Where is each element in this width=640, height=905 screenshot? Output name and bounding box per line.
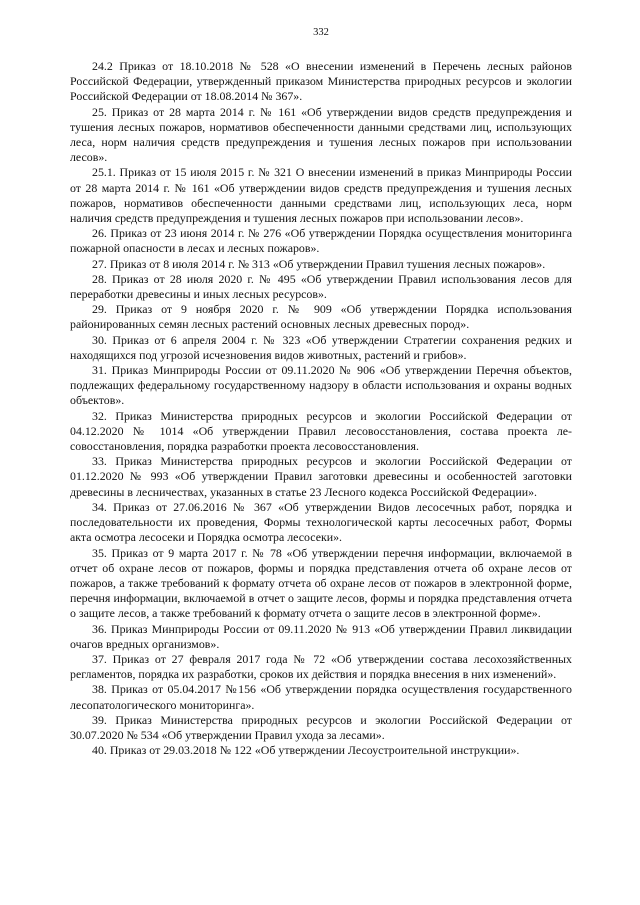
- list-item: 25.1. Приказ от 15 июля 2015 г. № 321 О внесении изменений в приказ Минприроды России от 28 марта 2014 г. № 161 «Об утверждении видов средств предупреждения и тушения лесных пожаров, нормативов обеспеченности данными средствами лиц, использующих леса, норм наличия средств предупреждения и тушения лесных пожаров при использовании лесов».: [70, 165, 572, 226]
- order-list: [70, 59, 572, 758]
- list-item: 30. Приказ от 6 апреля 2004 г. № 323 «Об утверждении Стратегии сохранения редких и находящихся под угрозой исчезновения видов животных, растений и грибов».: [70, 332, 572, 362]
- list-item: 24.2 Приказ от 18.10.2018 № 528 «О внесении изменений в Перечень лесных районов Российской Федерации, утвержденный приказом Министерства природных ресурсов и экологии Российской Федерации от 18.08.2014 № 367».: [70, 59, 572, 104]
- list-item: 26. Приказ от 23 июня 2014 г. № 276 «Об утверждении Порядка осуществления мониторинга пожарной опасности в лесах и лесных пожаров».: [70, 226, 572, 256]
- list-item: 28. Приказ от 28 июля 2020 г. № 495 «Об утверждении Правил использования лесов для переработки древесины и иных лесных ресурсов».: [70, 271, 572, 302]
- list-item: 34. Приказ от 27.06.2016 № 367 «Об утверждении Видов лесосечных работ, порядка и последовательности их проведения, Формы технологической карты лесосечных работ, Формы акта осмотра лесосеки и Порядка осмотра лесосеки».: [70, 499, 572, 545]
- list-item: 35. Приказ от 9 марта 2017 г. № 78 «Об утверждении перечня информации, включаемой в отчет об охране лесов от пожаров, формы и порядка представления отчета об охране лесов от пожаров, а также требований к формату отчета об охране лесов от пожаров в электронной форме, перечня информации, включаемой в отчет о защите лесов, формы и порядка представления отчета о защите лесов, а также требований к формату отчета о защите лесов в электронной форме».: [70, 545, 572, 621]
- list-item: 33. Приказ Министерства природных ресурсов и экологии Российской Федерации от 01.12.2020 № 993 «Об утверждении Правил заготовки древесины и особенностей заготовки древесины в лесничествах, указанных в статье 23 Лесного кодекса Российской Федерации».: [70, 454, 572, 499]
- page-number: 332: [313, 27, 329, 38]
- list-item: 25. Приказ от 28 марта 2014 г. № 161 «Об утверждении видов средств предупреждения и тушения лесных пожаров, нормативов обеспеченности данными средствами лиц, использующих леса, норм наличия средств предупреждения и тушения лесных пожаров при использовании лесов».: [70, 104, 572, 165]
- list-item: 29. Приказ от 9 ноября 2020 г. № 909 «Об утверждении Порядка использования районированных семян лесных растений основных лесных древесных пород».: [70, 302, 572, 332]
- list-item: 31. Приказ Минприроды России от 09.11.2020 № 906 «Об утверждении Перечня объектов, подлежащих федеральному государственному надзору в области использования и охраны водных объектов».: [70, 363, 572, 408]
- list-item: 37. Приказ от 27 февраля 2017 года № 72 «Об утверждении состава лесохозяйственных регламентов, порядка их разработки, сроков их действия и порядка внесения в них изменений».: [70, 651, 572, 682]
- list-item: 38. Приказ от 05.04.2017 №156 «Об утверждении порядка осуществления государственного лесопатологического мониторинга».: [70, 682, 572, 712]
- list-item: 40. Приказ от 29.03.2018 № 122 «Об утверждении Лесоустроительной инструкции».: [92, 743, 520, 758]
- list-item: 32. Приказ Министерства природных ресурсов и экологии Российской Федерации от 04.12.2020 № 1014 «Об утверждении Правил лесовосстановления, состава проекта лесовосстановления, порядка разработки проекта лесовосстановления.: [70, 408, 572, 454]
- list-item: 39. Приказ Министерства природных ресурсов и экологии Российской Федерации от 30.07.2020 № 534 «Об утверждении Правил ухода за лесами».: [70, 712, 572, 742]
- list-item: 36. Приказ Минприроды России от 09.11.2020 № 913 «Об утверждении Правил ликвидации очагов вредных организмов».: [70, 621, 572, 651]
- list-item: 27. Приказ от 8 июля 2014 г. № 313 «Об утверждении Правил тушения лесных пожаров».: [92, 256, 546, 271]
